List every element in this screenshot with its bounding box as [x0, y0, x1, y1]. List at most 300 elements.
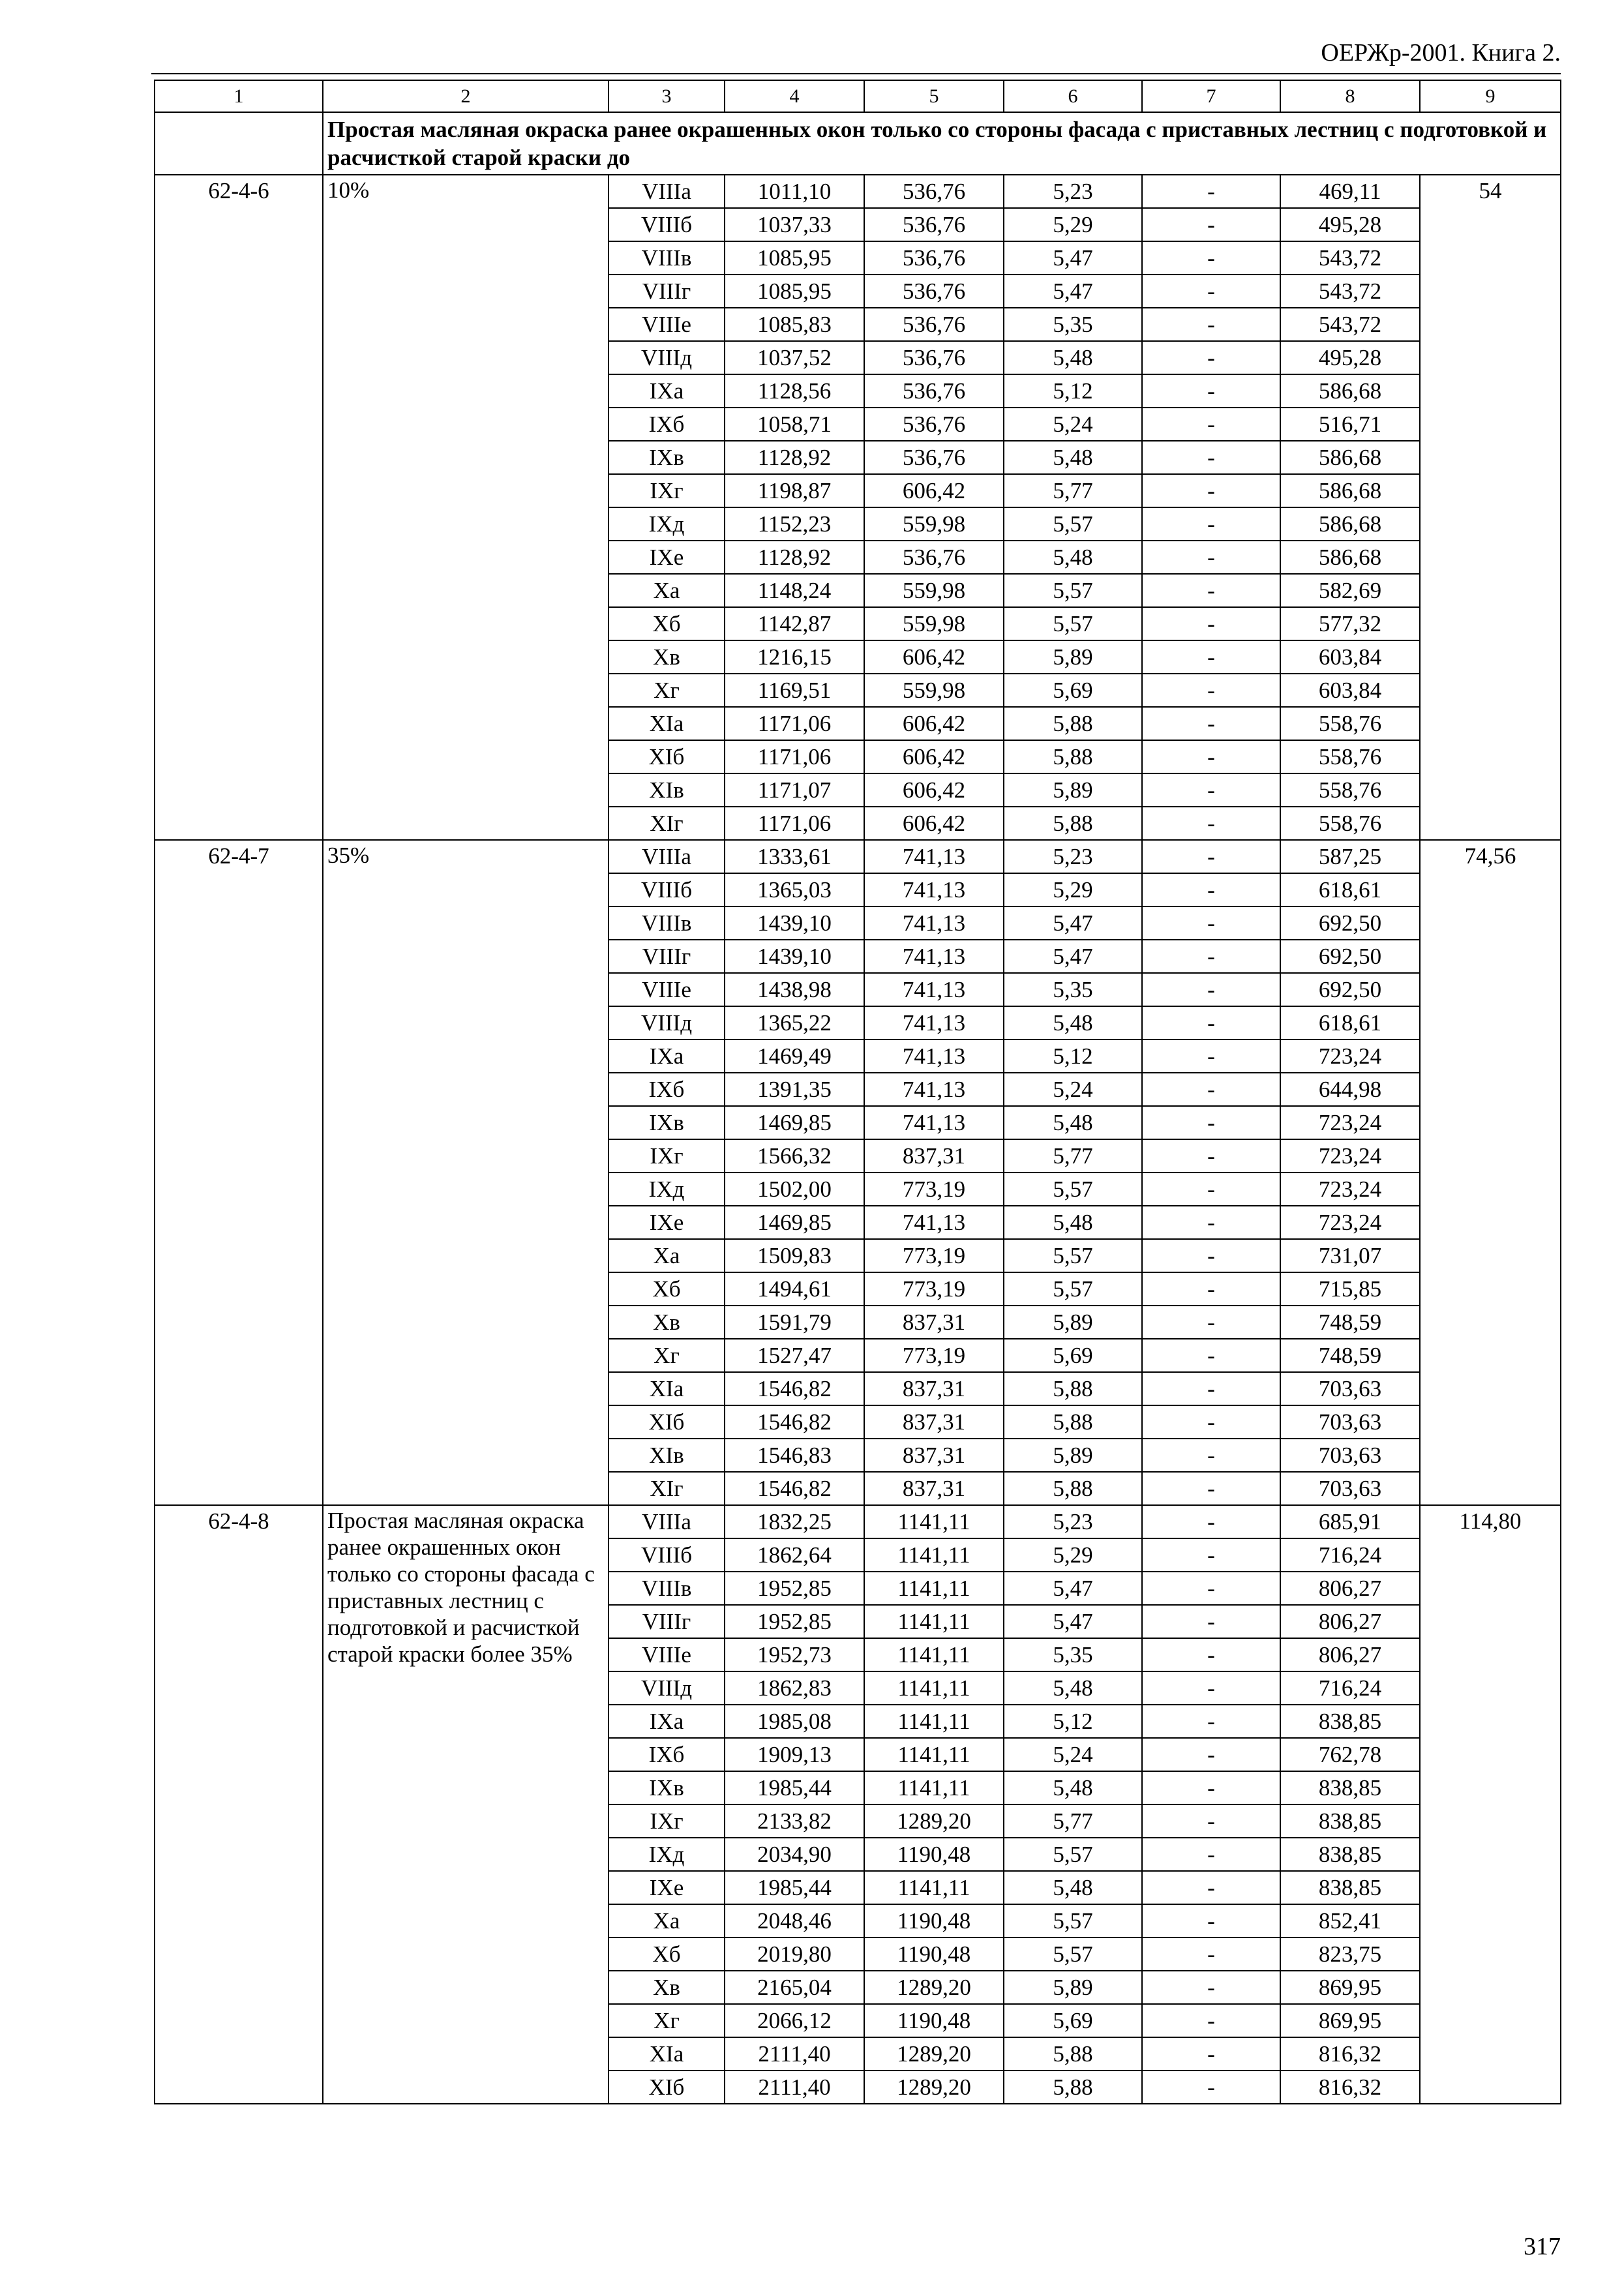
- drivers-wages-cell: -: [1142, 374, 1280, 408]
- machines-cell: 5,89: [1004, 1306, 1142, 1339]
- total-cost-cell: 1952,73: [725, 1638, 864, 1671]
- drivers-wages-cell: -: [1142, 574, 1280, 607]
- machines-cell: 5,89: [1004, 773, 1142, 807]
- wages-cell: 536,76: [864, 341, 1004, 374]
- total-cost-cell: 2165,04: [725, 1971, 864, 2004]
- machines-cell: 5,57: [1004, 1904, 1142, 1937]
- zone-cell: VIIIг: [609, 940, 725, 973]
- drivers-wages-cell: -: [1142, 740, 1280, 773]
- machines-cell: 5,35: [1004, 308, 1142, 341]
- zone-cell: XIг: [609, 807, 725, 840]
- materials-cell: 603,84: [1280, 640, 1420, 674]
- materials-cell: 516,71: [1280, 408, 1420, 441]
- wages-cell: 741,13: [864, 1206, 1004, 1239]
- machines-cell: 5,88: [1004, 707, 1142, 740]
- total-cost-cell: 1862,64: [725, 1538, 864, 1572]
- drivers-wages-cell: -: [1142, 1006, 1280, 1040]
- materials-cell: 723,24: [1280, 1040, 1420, 1073]
- machines-cell: 5,35: [1004, 1638, 1142, 1671]
- drivers-wages-cell: -: [1142, 1239, 1280, 1272]
- total-cost-cell: 1171,06: [725, 807, 864, 840]
- wages-cell: 741,13: [864, 940, 1004, 973]
- zone-cell: IXе: [609, 1871, 725, 1904]
- zone-cell: IXг: [609, 1804, 725, 1838]
- machines-cell: 5,48: [1004, 541, 1142, 574]
- item-code: 62-4-7: [155, 840, 323, 1505]
- zone-cell: VIIIб: [609, 873, 725, 906]
- wages-cell: 741,13: [864, 840, 1004, 873]
- total-cost-cell: 1085,83: [725, 308, 864, 341]
- total-cost-cell: 1546,82: [725, 1405, 864, 1439]
- drivers-wages-cell: -: [1142, 1173, 1280, 1206]
- materials-cell: 806,27: [1280, 1572, 1420, 1605]
- zone-cell: XIа: [609, 2037, 725, 2071]
- machines-cell: 5,29: [1004, 873, 1142, 906]
- zone-cell: VIIIб: [609, 1538, 725, 1572]
- materials-cell: 703,63: [1280, 1472, 1420, 1505]
- zone-cell: IXа: [609, 374, 725, 408]
- labor-rate: 74,56: [1420, 840, 1561, 1505]
- labor-rate: 114,80: [1420, 1505, 1561, 2104]
- drivers-wages-cell: -: [1142, 408, 1280, 441]
- wages-cell: 741,13: [864, 906, 1004, 940]
- materials-cell: 644,98: [1280, 1073, 1420, 1106]
- total-cost-cell: 1216,15: [725, 640, 864, 674]
- wages-cell: 1190,48: [864, 1838, 1004, 1871]
- total-cost-cell: 1509,83: [725, 1239, 864, 1272]
- zone-cell: VIIIа: [609, 175, 725, 208]
- machines-cell: 5,12: [1004, 374, 1142, 408]
- zone-cell: XIб: [609, 740, 725, 773]
- machines-cell: 5,89: [1004, 1439, 1142, 1472]
- total-cost-cell: 1469,85: [725, 1206, 864, 1239]
- total-cost-cell: 1128,92: [725, 441, 864, 474]
- drivers-wages-cell: -: [1142, 1472, 1280, 1505]
- wages-cell: 536,76: [864, 374, 1004, 408]
- drivers-wages-cell: -: [1142, 1439, 1280, 1472]
- zone-cell: VIIIг: [609, 275, 725, 308]
- zone-cell: VIIIб: [609, 208, 725, 241]
- machines-cell: 5,57: [1004, 1838, 1142, 1871]
- zone-cell: VIIIд: [609, 341, 725, 374]
- total-cost-cell: 1469,85: [725, 1106, 864, 1139]
- machines-cell: 5,29: [1004, 208, 1142, 241]
- zone-cell: IXб: [609, 1073, 725, 1106]
- drivers-wages-cell: -: [1142, 1040, 1280, 1073]
- drivers-wages-cell: -: [1142, 1671, 1280, 1705]
- drivers-wages-cell: -: [1142, 1272, 1280, 1306]
- column-number: 9: [1420, 80, 1561, 112]
- total-cost-cell: 1952,85: [725, 1572, 864, 1605]
- zone-cell: IXв: [609, 441, 725, 474]
- total-cost-cell: 1469,49: [725, 1040, 864, 1073]
- materials-cell: 586,68: [1280, 441, 1420, 474]
- total-cost-cell: 1365,03: [725, 873, 864, 906]
- machines-cell: 5,88: [1004, 807, 1142, 840]
- machines-cell: 5,77: [1004, 1139, 1142, 1173]
- wages-cell: 1141,11: [864, 1705, 1004, 1738]
- total-cost-cell: 2048,46: [725, 1904, 864, 1937]
- zone-cell: IXб: [609, 408, 725, 441]
- wages-cell: 837,31: [864, 1306, 1004, 1339]
- wages-cell: 559,98: [864, 507, 1004, 541]
- total-cost-cell: 1985,44: [725, 1771, 864, 1804]
- drivers-wages-cell: -: [1142, 1073, 1280, 1106]
- materials-cell: 558,76: [1280, 740, 1420, 773]
- drivers-wages-cell: -: [1142, 2004, 1280, 2037]
- total-cost-cell: 1439,10: [725, 906, 864, 940]
- wages-cell: 741,13: [864, 1073, 1004, 1106]
- materials-cell: 838,85: [1280, 1771, 1420, 1804]
- machines-cell: 5,88: [1004, 2037, 1142, 2071]
- machines-cell: 5,48: [1004, 341, 1142, 374]
- machines-cell: 5,23: [1004, 840, 1142, 873]
- zone-cell: Xб: [609, 1272, 725, 1306]
- section-title-row: [155, 112, 1561, 175]
- table-row: [155, 840, 1561, 873]
- wages-cell: 536,76: [864, 275, 1004, 308]
- drivers-wages-cell: -: [1142, 707, 1280, 740]
- drivers-wages-cell: -: [1142, 773, 1280, 807]
- machines-cell: 5,88: [1004, 1405, 1142, 1439]
- total-cost-cell: 1128,92: [725, 541, 864, 574]
- materials-cell: 716,24: [1280, 1671, 1420, 1705]
- wages-cell: 536,76: [864, 308, 1004, 341]
- drivers-wages-cell: -: [1142, 1538, 1280, 1572]
- wages-cell: 559,98: [864, 607, 1004, 640]
- wages-cell: 1141,11: [864, 1538, 1004, 1572]
- machines-cell: 5,48: [1004, 1771, 1142, 1804]
- materials-cell: 618,61: [1280, 1006, 1420, 1040]
- machines-cell: 5,89: [1004, 1971, 1142, 2004]
- wages-cell: 606,42: [864, 640, 1004, 674]
- drivers-wages-cell: -: [1142, 1738, 1280, 1771]
- zone-cell: VIIIд: [609, 1671, 725, 1705]
- wages-cell: 1190,48: [864, 2004, 1004, 2037]
- materials-cell: 816,32: [1280, 2071, 1420, 2104]
- wages-cell: 1190,48: [864, 1937, 1004, 1971]
- materials-cell: 692,50: [1280, 940, 1420, 973]
- drivers-wages-cell: -: [1142, 1572, 1280, 1605]
- table-body: [155, 80, 1561, 2104]
- drivers-wages-cell: -: [1142, 175, 1280, 208]
- drivers-wages-cell: -: [1142, 607, 1280, 640]
- zone-cell: Xв: [609, 1971, 725, 2004]
- machines-cell: 5,88: [1004, 1472, 1142, 1505]
- materials-cell: 543,72: [1280, 275, 1420, 308]
- materials-cell: 869,95: [1280, 2004, 1420, 2037]
- wages-cell: 1141,11: [864, 1605, 1004, 1638]
- machines-cell: 5,57: [1004, 1937, 1142, 1971]
- wages-cell: 773,19: [864, 1339, 1004, 1372]
- materials-cell: 603,84: [1280, 674, 1420, 707]
- materials-cell: 618,61: [1280, 873, 1420, 906]
- zone-cell: VIIIа: [609, 840, 725, 873]
- materials-cell: 838,85: [1280, 1838, 1420, 1871]
- zone-cell: IXд: [609, 1838, 725, 1871]
- materials-cell: 806,27: [1280, 1605, 1420, 1638]
- total-cost-cell: 1502,00: [725, 1173, 864, 1206]
- total-cost-cell: 1171,07: [725, 773, 864, 807]
- wages-cell: 536,76: [864, 408, 1004, 441]
- machines-cell: 5,57: [1004, 507, 1142, 541]
- total-cost-cell: 1152,23: [725, 507, 864, 541]
- drivers-wages-cell: -: [1142, 1139, 1280, 1173]
- zone-cell: XIб: [609, 1405, 725, 1439]
- total-cost-cell: 1546,82: [725, 1472, 864, 1505]
- materials-cell: 692,50: [1280, 973, 1420, 1006]
- materials-cell: 558,76: [1280, 773, 1420, 807]
- machines-cell: 5,23: [1004, 175, 1142, 208]
- zone-cell: VIIIе: [609, 1638, 725, 1671]
- machines-cell: 5,23: [1004, 1505, 1142, 1538]
- materials-cell: 582,69: [1280, 574, 1420, 607]
- total-cost-cell: 1909,13: [725, 1738, 864, 1771]
- drivers-wages-cell: -: [1142, 1904, 1280, 1937]
- machines-cell: 5,57: [1004, 1173, 1142, 1206]
- wages-cell: 536,76: [864, 441, 1004, 474]
- section-title-blank: [155, 112, 323, 175]
- machines-cell: 5,88: [1004, 2071, 1142, 2104]
- materials-cell: 748,59: [1280, 1306, 1420, 1339]
- drivers-wages-cell: -: [1142, 1804, 1280, 1838]
- total-cost-cell: 1085,95: [725, 275, 864, 308]
- total-cost-cell: 1439,10: [725, 940, 864, 973]
- zone-cell: IXд: [609, 507, 725, 541]
- item-code: 62-4-8: [155, 1505, 323, 2104]
- price-table: [154, 80, 1561, 2104]
- wages-cell: 536,76: [864, 541, 1004, 574]
- item-description: 10%: [323, 175, 609, 840]
- materials-cell: 748,59: [1280, 1339, 1420, 1372]
- machines-cell: 5,47: [1004, 241, 1142, 275]
- wages-cell: 1289,20: [864, 2071, 1004, 2104]
- machines-cell: 5,48: [1004, 1671, 1142, 1705]
- drivers-wages-cell: -: [1142, 1638, 1280, 1671]
- total-cost-cell: 1391,35: [725, 1073, 864, 1106]
- wages-cell: 606,42: [864, 773, 1004, 807]
- drivers-wages-cell: -: [1142, 1106, 1280, 1139]
- total-cost-cell: 1832,25: [725, 1505, 864, 1538]
- materials-cell: 685,91: [1280, 1505, 1420, 1538]
- drivers-wages-cell: -: [1142, 1405, 1280, 1439]
- wages-cell: 1141,11: [864, 1505, 1004, 1538]
- drivers-wages-cell: -: [1142, 1705, 1280, 1738]
- machines-cell: 5,57: [1004, 607, 1142, 640]
- machines-cell: 5,48: [1004, 1006, 1142, 1040]
- machines-cell: 5,12: [1004, 1040, 1142, 1073]
- zone-cell: Xг: [609, 2004, 725, 2037]
- materials-cell: 543,72: [1280, 241, 1420, 275]
- drivers-wages-cell: -: [1142, 1339, 1280, 1372]
- total-cost-cell: 1333,61: [725, 840, 864, 873]
- materials-cell: 558,76: [1280, 807, 1420, 840]
- drivers-wages-cell: -: [1142, 208, 1280, 241]
- machines-cell: 5,77: [1004, 474, 1142, 507]
- machines-cell: 5,47: [1004, 1605, 1142, 1638]
- machines-cell: 5,48: [1004, 1106, 1142, 1139]
- total-cost-cell: 1128,56: [725, 374, 864, 408]
- wages-cell: 837,31: [864, 1405, 1004, 1439]
- zone-cell: XIг: [609, 1472, 725, 1505]
- materials-cell: 838,85: [1280, 1804, 1420, 1838]
- column-number: 1: [155, 80, 323, 112]
- materials-cell: 723,24: [1280, 1106, 1420, 1139]
- machines-cell: 5,24: [1004, 1738, 1142, 1771]
- machines-cell: 5,29: [1004, 1538, 1142, 1572]
- total-cost-cell: 2019,80: [725, 1937, 864, 1971]
- machines-cell: 5,69: [1004, 1339, 1142, 1372]
- zone-cell: IXг: [609, 474, 725, 507]
- total-cost-cell: 1438,98: [725, 973, 864, 1006]
- item-code: 62-4-6: [155, 175, 323, 840]
- wages-cell: 1141,11: [864, 1638, 1004, 1671]
- zone-cell: Xв: [609, 1306, 725, 1339]
- zone-cell: IXа: [609, 1705, 725, 1738]
- wages-cell: 1141,11: [864, 1572, 1004, 1605]
- zone-cell: VIIIв: [609, 1572, 725, 1605]
- machines-cell: 5,48: [1004, 441, 1142, 474]
- zone-cell: VIIIв: [609, 906, 725, 940]
- zone-cell: IXв: [609, 1771, 725, 1804]
- zone-cell: VIIIд: [609, 1006, 725, 1040]
- zone-cell: VIIIа: [609, 1505, 725, 1538]
- machines-cell: 5,88: [1004, 740, 1142, 773]
- wages-cell: 741,13: [864, 873, 1004, 906]
- zone-cell: IXа: [609, 1040, 725, 1073]
- table-row: [155, 175, 1561, 208]
- total-cost-cell: 1365,22: [725, 1006, 864, 1040]
- materials-cell: 558,76: [1280, 707, 1420, 740]
- total-cost-cell: 2111,40: [725, 2037, 864, 2071]
- column-number: 5: [864, 80, 1004, 112]
- wages-cell: 837,31: [864, 1439, 1004, 1472]
- materials-cell: 587,25: [1280, 840, 1420, 873]
- wages-cell: 536,76: [864, 175, 1004, 208]
- total-cost-cell: 1085,95: [725, 241, 864, 275]
- zone-cell: XIа: [609, 707, 725, 740]
- zone-cell: Xа: [609, 1904, 725, 1937]
- wages-cell: 1141,11: [864, 1771, 1004, 1804]
- zone-cell: Xа: [609, 1239, 725, 1272]
- item-description: Простая масляная окраска ранее окрашенных окон только со стороны фасада с приставных лестниц с подготовкой и расчисткой старой краски более 35%: [323, 1505, 609, 2104]
- materials-cell: 723,24: [1280, 1206, 1420, 1239]
- drivers-wages-cell: -: [1142, 674, 1280, 707]
- drivers-wages-cell: -: [1142, 1838, 1280, 1871]
- total-cost-cell: 1171,06: [725, 707, 864, 740]
- drivers-wages-cell: -: [1142, 241, 1280, 275]
- total-cost-cell: 2034,90: [725, 1838, 864, 1871]
- section-title: Простая масляная окраска ранее окрашенных окон только со стороны фасада с приставных лестниц с подготовкой и расчисткой старой краски до: [323, 112, 1561, 175]
- column-number: 8: [1280, 80, 1420, 112]
- materials-cell: 586,68: [1280, 374, 1420, 408]
- column-number: 2: [323, 80, 609, 112]
- materials-cell: 806,27: [1280, 1638, 1420, 1671]
- materials-cell: 703,63: [1280, 1405, 1420, 1439]
- zone-cell: Xг: [609, 1339, 725, 1372]
- total-cost-cell: 1037,33: [725, 208, 864, 241]
- machines-cell: 5,88: [1004, 1372, 1142, 1405]
- materials-cell: 869,95: [1280, 1971, 1420, 2004]
- machines-cell: 5,57: [1004, 574, 1142, 607]
- wages-cell: 741,13: [864, 1040, 1004, 1073]
- wages-cell: 1289,20: [864, 2037, 1004, 2071]
- materials-cell: 723,24: [1280, 1139, 1420, 1173]
- materials-cell: 577,32: [1280, 607, 1420, 640]
- machines-cell: 5,47: [1004, 1572, 1142, 1605]
- materials-cell: 469,11: [1280, 175, 1420, 208]
- materials-cell: 495,28: [1280, 208, 1420, 241]
- drivers-wages-cell: -: [1142, 441, 1280, 474]
- drivers-wages-cell: -: [1142, 474, 1280, 507]
- zone-cell: XIб: [609, 2071, 725, 2104]
- materials-cell: 586,68: [1280, 507, 1420, 541]
- drivers-wages-cell: -: [1142, 873, 1280, 906]
- machines-cell: 5,47: [1004, 940, 1142, 973]
- zone-cell: VIIIе: [609, 308, 725, 341]
- zone-cell: Xв: [609, 640, 725, 674]
- zone-cell: VIIIв: [609, 241, 725, 275]
- wages-cell: 606,42: [864, 474, 1004, 507]
- wages-cell: 536,76: [864, 208, 1004, 241]
- total-cost-cell: 1148,24: [725, 574, 864, 607]
- document-header: ОЕРЖр-2001. Книга 2.: [1321, 39, 1561, 67]
- materials-cell: 762,78: [1280, 1738, 1420, 1771]
- zone-cell: IXд: [609, 1173, 725, 1206]
- drivers-wages-cell: -: [1142, 1871, 1280, 1904]
- machines-cell: 5,57: [1004, 1239, 1142, 1272]
- drivers-wages-cell: -: [1142, 2071, 1280, 2104]
- zone-cell: Xг: [609, 674, 725, 707]
- materials-cell: 543,72: [1280, 308, 1420, 341]
- zone-cell: IXе: [609, 541, 725, 574]
- zone-cell: VIIIг: [609, 1605, 725, 1638]
- machines-cell: 5,47: [1004, 275, 1142, 308]
- drivers-wages-cell: -: [1142, 906, 1280, 940]
- header-rule: [151, 73, 1561, 74]
- drivers-wages-cell: -: [1142, 840, 1280, 873]
- machines-cell: 5,48: [1004, 1206, 1142, 1239]
- machines-cell: 5,89: [1004, 640, 1142, 674]
- wages-cell: 837,31: [864, 1139, 1004, 1173]
- total-cost-cell: 1952,85: [725, 1605, 864, 1638]
- total-cost-cell: 1862,83: [725, 1671, 864, 1705]
- machines-cell: 5,24: [1004, 1073, 1142, 1106]
- column-number: 6: [1004, 80, 1142, 112]
- drivers-wages-cell: -: [1142, 940, 1280, 973]
- total-cost-cell: 1037,52: [725, 341, 864, 374]
- drivers-wages-cell: -: [1142, 640, 1280, 674]
- wages-cell: 1141,11: [864, 1671, 1004, 1705]
- materials-cell: 723,24: [1280, 1173, 1420, 1206]
- drivers-wages-cell: -: [1142, 2037, 1280, 2071]
- drivers-wages-cell: -: [1142, 1771, 1280, 1804]
- total-cost-cell: 1985,44: [725, 1871, 864, 1904]
- total-cost-cell: 2066,12: [725, 2004, 864, 2037]
- total-cost-cell: 1171,06: [725, 740, 864, 773]
- machines-cell: 5,12: [1004, 1705, 1142, 1738]
- drivers-wages-cell: -: [1142, 1372, 1280, 1405]
- wages-cell: 837,31: [864, 1372, 1004, 1405]
- wages-cell: 741,13: [864, 1106, 1004, 1139]
- wages-cell: 1141,11: [864, 1871, 1004, 1904]
- drivers-wages-cell: -: [1142, 541, 1280, 574]
- zone-cell: IXг: [609, 1139, 725, 1173]
- machines-cell: 5,69: [1004, 2004, 1142, 2037]
- wages-cell: 606,42: [864, 740, 1004, 773]
- materials-cell: 703,63: [1280, 1372, 1420, 1405]
- wages-cell: 1289,20: [864, 1971, 1004, 2004]
